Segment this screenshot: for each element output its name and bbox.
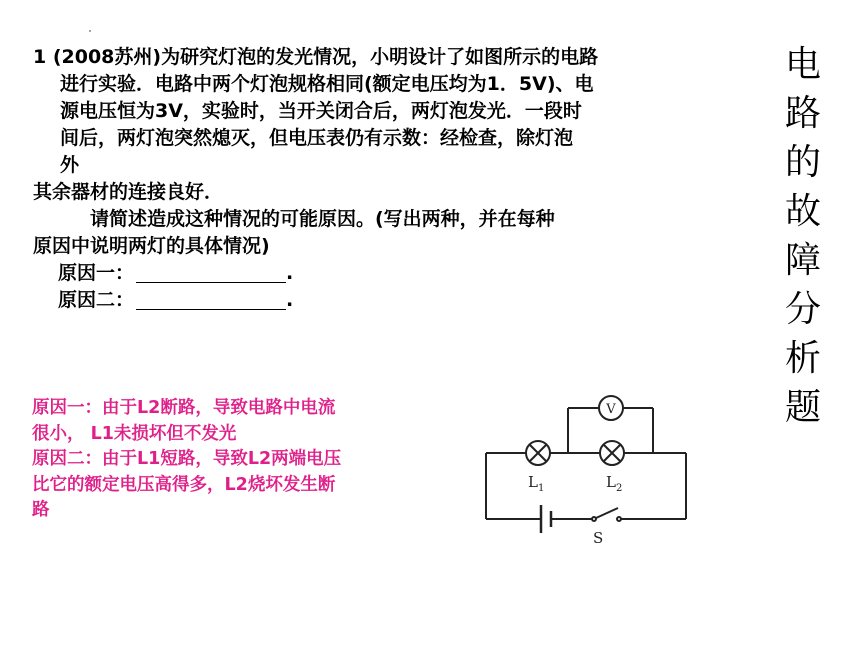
answer-line: 原因二：由于L1短路，导致L2两端电压 — [32, 449, 342, 469]
title-char: 电 — [784, 44, 821, 85]
title-char: 题 — [784, 387, 821, 428]
decorative-dot — [89, 30, 91, 32]
question-line: 原因中说明两灯的具体情况) — [33, 235, 270, 257]
title-char: 的 — [784, 142, 821, 183]
voltmeter-label: V — [606, 402, 616, 417]
vertical-title — [778, 40, 828, 432]
switch-blade — [596, 508, 618, 518]
reason-one-prompt — [33, 260, 743, 287]
title-char: 障 — [784, 240, 821, 281]
reason-two-prompt — [33, 287, 743, 314]
reason-two-end: . — [286, 289, 294, 311]
reason-two-blank[interactable] — [136, 291, 286, 310]
question-line: 源电压恒为3V，实验时，当开关闭合后，两灯泡发光．一段时 — [60, 100, 582, 122]
title-char: 故 — [784, 191, 821, 232]
reason-one-end: . — [286, 262, 294, 284]
answer-line: 比它的额定电压高得多，L2烧坏发生断 — [32, 474, 336, 495]
question-line: 外 — [60, 154, 80, 176]
question-line: 请简述造成这种情况的可能原因。(写出两种，并在每种 — [90, 208, 555, 230]
switch-label: S — [593, 529, 604, 546]
switch-contact — [617, 517, 621, 521]
answer-line: 路 — [32, 500, 50, 520]
question-line: 1 (2008苏州)为研究灯泡的发光情况，小明设计了如图所示的电路 — [33, 46, 599, 68]
answer-line: 很小， L1未损坏但不发光 — [32, 423, 237, 444]
reason-one-label: 原因一： — [58, 262, 135, 284]
answer-line: 原因一：由于L2断路，导致电路中电流 — [32, 398, 336, 418]
title-char: 分 — [784, 289, 821, 330]
title-char: 析 — [784, 338, 821, 379]
reason-one-blank[interactable] — [136, 264, 286, 283]
question-block — [33, 44, 743, 314]
switch-pivot — [592, 517, 596, 521]
question-line: 进行实验．电路中两个灯泡规格相同(额定电压均为1．5V)、电 — [60, 73, 594, 95]
lamp-two-label: $L_2$ — [606, 473, 623, 494]
question-line: 其余器材的连接良好． — [33, 181, 224, 203]
question-line: 间后，两灯泡突然熄灭，但电压表仍有示数：经检查，除灯泡 — [60, 127, 574, 149]
lamp-one-label: $L_1$ — [528, 473, 545, 494]
circuit-diagram — [478, 388, 700, 546]
reason-two-label: 原因二： — [58, 289, 135, 311]
title-char: 路 — [784, 93, 821, 134]
answer-block — [32, 396, 417, 524]
